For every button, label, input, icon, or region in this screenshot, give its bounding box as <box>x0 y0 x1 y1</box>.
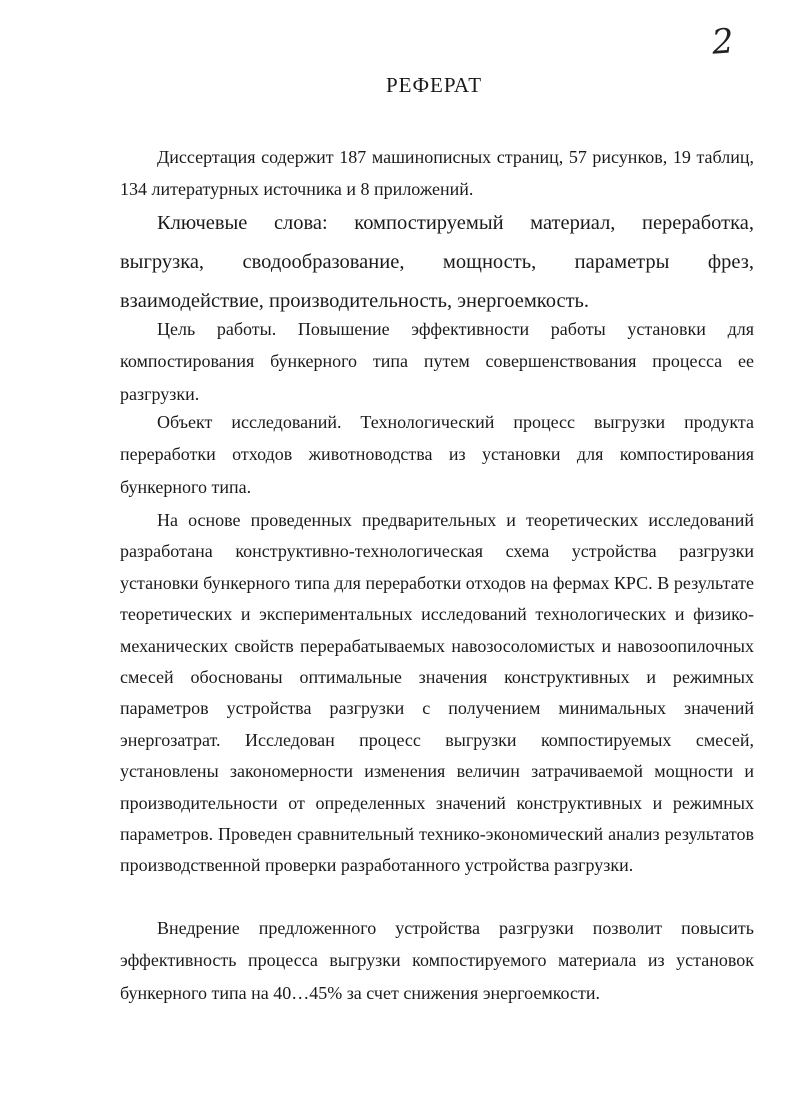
paragraph-summary: Диссертация содержит 187 машинописных страниц, 57 рисунков, 19 таблиц, 134 литературных источника и 8 приложений. <box>120 147 754 200</box>
paragraph-keywords: Ключевые слова: компостируемый материал, переработка, выгрузка, сводообразование, мощность, параметры фрез, взаимодействие, производительность, энергоемкость. <box>120 212 754 312</box>
paragraph-goal: Цель работы. Повышение эффективности работы установки для компостирования бункерного типа путем совершенствования процесса ее разгрузки. <box>120 319 754 404</box>
page-number: 2 <box>710 21 736 63</box>
paragraph-results: На основе проведенных предварительных и теоретических исследований разработана конструктивно-технологическая схема устройства разгрузки установки бункерного типа для переработки отходов на фермах КРС. В результате теоретических и экспериментальных исследований технологических и физико-механических свойств перерабатываемых навозосоломистых и навозоопилочных смесей обоснованы оптимальные значения конструктивных и режимных параметров устройства разгрузки с получением минимальных значений энергозатрат. Исследован процесс выгрузки компостируемых смесей, установлены закономерности изменения величин затрачиваемой мощности и производительности от определенных значений конструктивных и режимных параметров. Проведен сравнительный технико-экономический анализ результатов производственной проверки разработанного устройства разгрузки. <box>120 510 754 876</box>
paragraph-object: Объект исследований. Технологический процесс выгрузки продукта переработки отходов животноводства из установки для компостирования бункерного типа. <box>120 412 754 497</box>
document-title: РЕФЕРАТ <box>385 73 483 97</box>
paragraph-implementation: Внедрение предложенного устройства разгрузки позволит повысить эффективность процесса выгрузки компостируемого материала из установок бункерного типа на 40…45% за счет снижения энергоемкости. <box>120 918 754 1003</box>
